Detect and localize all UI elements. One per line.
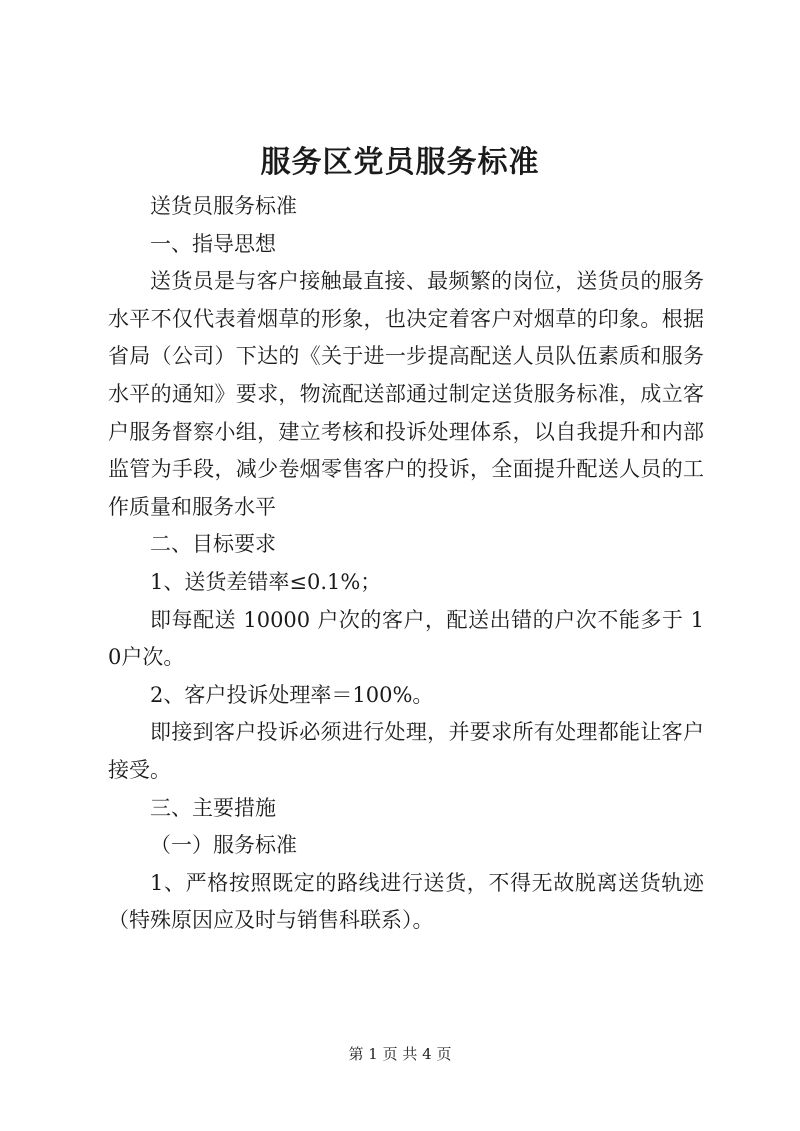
paragraph-section-heading: 送货员服务标准 — [150, 194, 297, 218]
paragraph-heading-measures: 三、主要措施 — [150, 795, 276, 820]
paragraph-heading-goals: 二、目标要求 — [150, 532, 276, 557]
paragraph-goal-error-rate: 1、送货差错率≤0.1%； — [150, 569, 382, 594]
paragraph-heading-guiding-ideology: 一、指导思想 — [150, 231, 276, 256]
paragraph-goal-complaint-rate: 2、客户投诉处理率＝100%。 — [150, 682, 434, 707]
paragraph-guiding-ideology: 送货员是与客户接触最直接、最频繁的岗位，送货员的服务水平不仅代表着烟草的形象，也决定着客户对烟草的印象。根据省局（公司）下达的《关于进一步提高配送人员队伍素质和服务水平的通知》要求，物流配送部通过制定送货服务标准，成立客户服务督察小组，建立考核和投诉处理体系，以自我提升和内部监管为手段，减少卷烟零售客户的投诉，全面提升配送人员的工作质量和服务水平 — [108, 269, 704, 519]
document-title: 服务区党员服务标准 — [260, 145, 540, 180]
paragraph-goal-error-rate-detail: 即每配送 10000 户次的客户，配送出错的户次不能多于 10户次。 — [108, 607, 704, 670]
paragraph-goal-complaint-detail: 即接到客户投诉必须进行处理，并要求所有处理都能让客户接受。 — [108, 720, 704, 782]
paragraph-heading-service-standard: （一）服务标准 — [150, 833, 297, 858]
document-body — [108, 188, 704, 940]
page-footer: 第 1 页 共 4 页 — [348, 1045, 452, 1063]
paragraph-measure-route: 1、严格按照既定的路线进行送货，不得无故脱离送货轨迹（特殊原因应及时与销售科联系）。 — [108, 870, 704, 933]
